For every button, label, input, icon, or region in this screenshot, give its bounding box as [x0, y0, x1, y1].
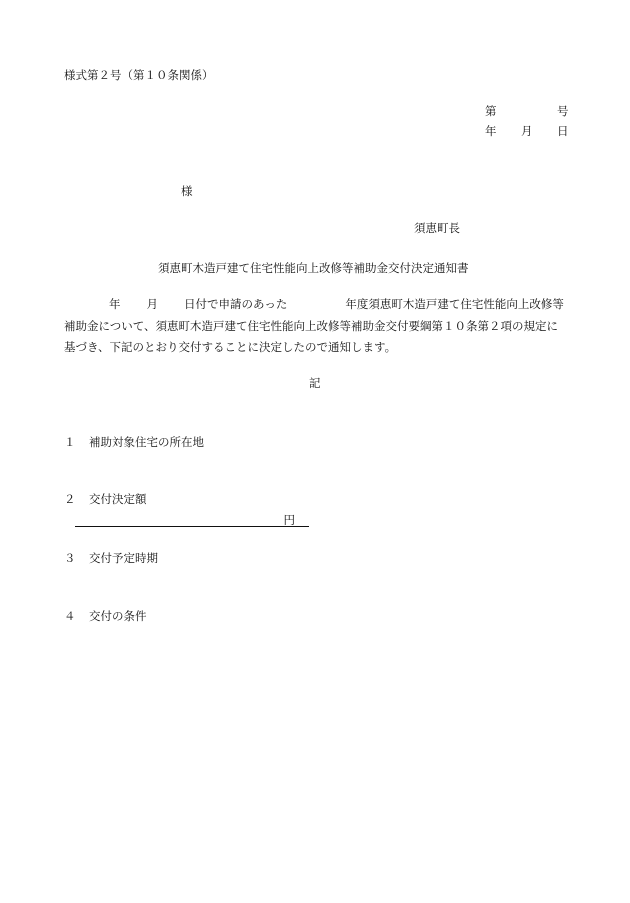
body-year: 年	[109, 297, 121, 311]
body-line-2: 補助金について、須恵町木造戸建て住宅性能向上改修等補助金交付要綱第１０条第２項の規定に	[64, 319, 559, 333]
body-line1-end: 年度須恵町木造戸建て住宅性能向上改修等	[345, 297, 564, 311]
body-line-3: 基づき、下記のとおり交付することに決定したので通知します。	[64, 340, 397, 354]
item-4	[64, 611, 147, 623]
item-number: ４	[64, 609, 76, 623]
item-2	[64, 494, 147, 506]
item-number: ３	[64, 551, 76, 565]
item-label: 補助対象住宅の所在地	[89, 435, 204, 449]
item-label: 交付決定額	[89, 492, 147, 506]
amount-unit: 円	[283, 513, 295, 527]
doc-number-suffix: 号	[557, 104, 569, 118]
date-year: 年	[485, 124, 497, 138]
item-1	[64, 437, 204, 449]
amount-field[interactable]	[75, 515, 309, 527]
body-text: 日付で申請のあった	[184, 297, 288, 311]
doc-number-prefix: 第	[485, 104, 497, 118]
body-month: 月	[146, 297, 158, 311]
item-label: 交付予定時期	[89, 551, 158, 565]
item-number: ２	[64, 492, 76, 506]
sender: 須恵町長	[414, 221, 460, 235]
body-line-1	[64, 299, 564, 311]
item-3	[64, 553, 158, 565]
date-month: 月	[521, 124, 533, 138]
addressee-honorific: 様	[181, 184, 193, 198]
item-label: 交付の条件	[89, 609, 147, 623]
form-label: 様式第２号（第１０条関係）	[64, 68, 214, 82]
date-day: 日	[557, 124, 569, 138]
document-title: 須恵町木造戸建て住宅性能向上改修等補助金交付決定通知書	[158, 261, 469, 275]
item-number: １	[64, 435, 76, 449]
ki-heading: 記	[309, 376, 321, 390]
